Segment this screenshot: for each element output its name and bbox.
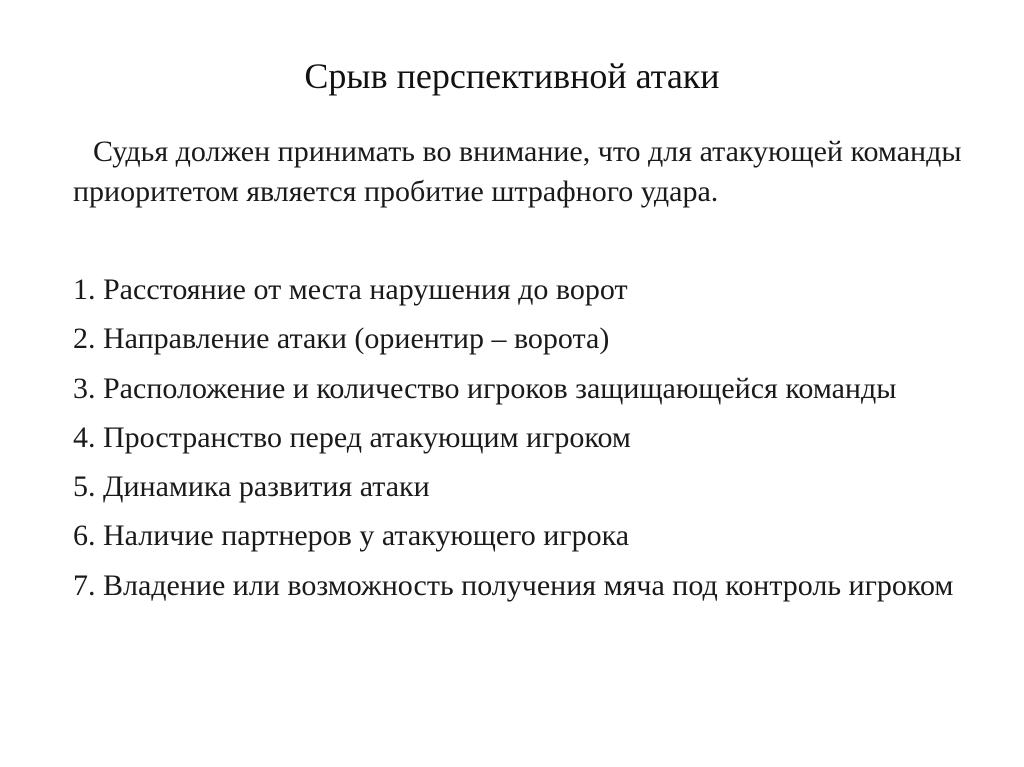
intro-paragraph: Судья должен принимать во внимание, что для атакующей команды приоритетом является пробитие штрафного удара. — [73, 135, 962, 208]
item-text: Расположение и количество игроков защищающейся команды — [103, 371, 897, 405]
item-number: 5. — [73, 470, 96, 504]
item-number: 2. — [73, 322, 96, 356]
slide-title: Срыв перспективной атаки — [304, 56, 720, 96]
item-number: 7. — [73, 568, 96, 602]
item-number: 1. — [73, 273, 96, 306]
list-item — [73, 270, 1018, 310]
list-item — [73, 319, 1018, 359]
item-text: Направление атаки (ориентир – ворота) — [103, 322, 610, 356]
item-text: Пространство перед атакующим игроком — [103, 420, 631, 454]
item-number: 6. — [73, 519, 96, 553]
item-number: 3. — [73, 371, 96, 405]
list-item — [73, 467, 1018, 507]
item-text: Владение или возможность получения мяча под контроль игроком — [103, 568, 954, 602]
item-text: Динамика развития атаки — [103, 470, 430, 504]
item-text: Расстояние от места нарушения до ворот — [103, 273, 628, 306]
list-item — [73, 566, 983, 606]
item-number: 4. — [73, 420, 96, 454]
list-item — [73, 418, 1018, 458]
list-item — [73, 369, 1018, 409]
item-text: Наличие партнеров у атакующего игрока — [103, 519, 630, 553]
list-item — [73, 516, 1018, 556]
criteria-list — [73, 270, 1018, 615]
